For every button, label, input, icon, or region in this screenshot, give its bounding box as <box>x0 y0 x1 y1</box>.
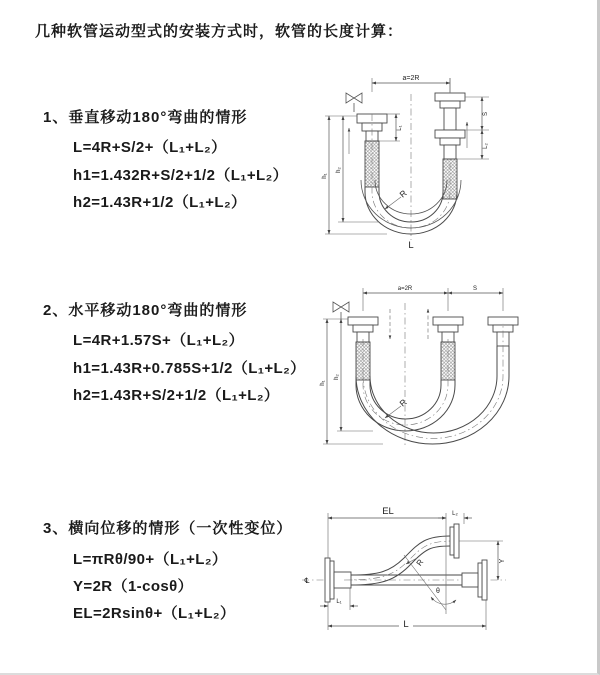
valve-icon <box>346 93 362 112</box>
section-2-heading: 2、水平移动180°弯曲的情形 <box>43 302 248 319</box>
dim-label-h1: h₁ <box>322 173 328 179</box>
section-2-formula-L: L=4R+1.57S+（L₁+L₂） <box>73 332 244 349</box>
dim-s <box>465 97 489 130</box>
diagram-lateral-displacement <box>298 500 528 640</box>
radius-label: R <box>397 187 409 200</box>
dim-l2 <box>438 511 472 524</box>
dim-span-a2r <box>372 75 450 92</box>
angle-label: θ <box>436 588 440 595</box>
diagram-vertical-u-bend <box>315 68 590 252</box>
dim-length <box>328 600 486 630</box>
right-flange-fitting <box>462 560 487 600</box>
dim-label-h1: h₁ <box>320 380 326 386</box>
dim-label-s: S <box>472 286 478 292</box>
section-1-heading: 1、垂直移动180°弯曲的情形 <box>43 109 248 126</box>
dim-label-a2r: a=2R <box>397 286 413 292</box>
length-label: L <box>408 240 414 251</box>
dim-el <box>328 506 446 558</box>
dim-label-el: EL <box>382 506 394 517</box>
page-title: 几种软管运动型式的安装方式时，软管的长度计算： <box>35 23 404 40</box>
length-label: L <box>403 619 409 630</box>
radius-label: R <box>397 396 409 409</box>
dim-label-l2: L₂ <box>452 511 458 517</box>
valve-icon <box>333 302 349 321</box>
section-1-formula-L: L=4R+S/2+（L₁+L₂） <box>73 139 227 156</box>
radius-leader <box>385 188 409 209</box>
section-3-formula-Y: Y=2R（1-cosθ） <box>73 578 194 595</box>
upper-flange-fitting <box>450 524 459 558</box>
dim-label-a2r: a=2R <box>402 75 420 82</box>
dim-label-h2: h₂ <box>334 374 340 380</box>
dim-label-l2: L₂ <box>483 143 489 149</box>
dim-label-h2: h₂ <box>336 167 342 173</box>
dim-label-l1: L₁ <box>336 599 342 605</box>
section-3-formula-L: L=πRθ/90+（L₁+L₂） <box>73 551 228 568</box>
dim-span-a2r <box>363 286 503 311</box>
radius-label: R <box>414 557 426 568</box>
section-1-formula-h2: h2=1.43R+1/2（L₁+L₂） <box>73 194 247 211</box>
dim-label-y: Y <box>499 558 506 564</box>
section-3-formula-EL: EL=2Rsinθ+（L₁+L₂） <box>73 605 236 622</box>
angle-construction <box>404 524 456 614</box>
section-1-formula-h1: h1=1.432R+S/2+1/2（L₁+L₂） <box>73 167 289 184</box>
diagram-horizontal-u-bend <box>315 281 590 453</box>
dim-s <box>448 286 503 293</box>
hose-u-bend-displaced <box>356 323 509 444</box>
dim-label-s: S <box>483 111 489 117</box>
hose-s-curve <box>344 536 455 585</box>
section-2-formula-h1: h1=1.43R+0.785S+1/2（L₁+L₂） <box>73 360 306 377</box>
dim-h1 <box>320 319 383 444</box>
section-2-formula-h2: h2=1.43R+S/2+1/2（L₁+L₂） <box>73 387 280 404</box>
section-3-heading: 3、横向位移的情形（一次性变位） <box>43 520 293 537</box>
centerline-symbol: ℄ <box>304 576 310 585</box>
dim-label-l1: L₁ <box>397 125 403 131</box>
